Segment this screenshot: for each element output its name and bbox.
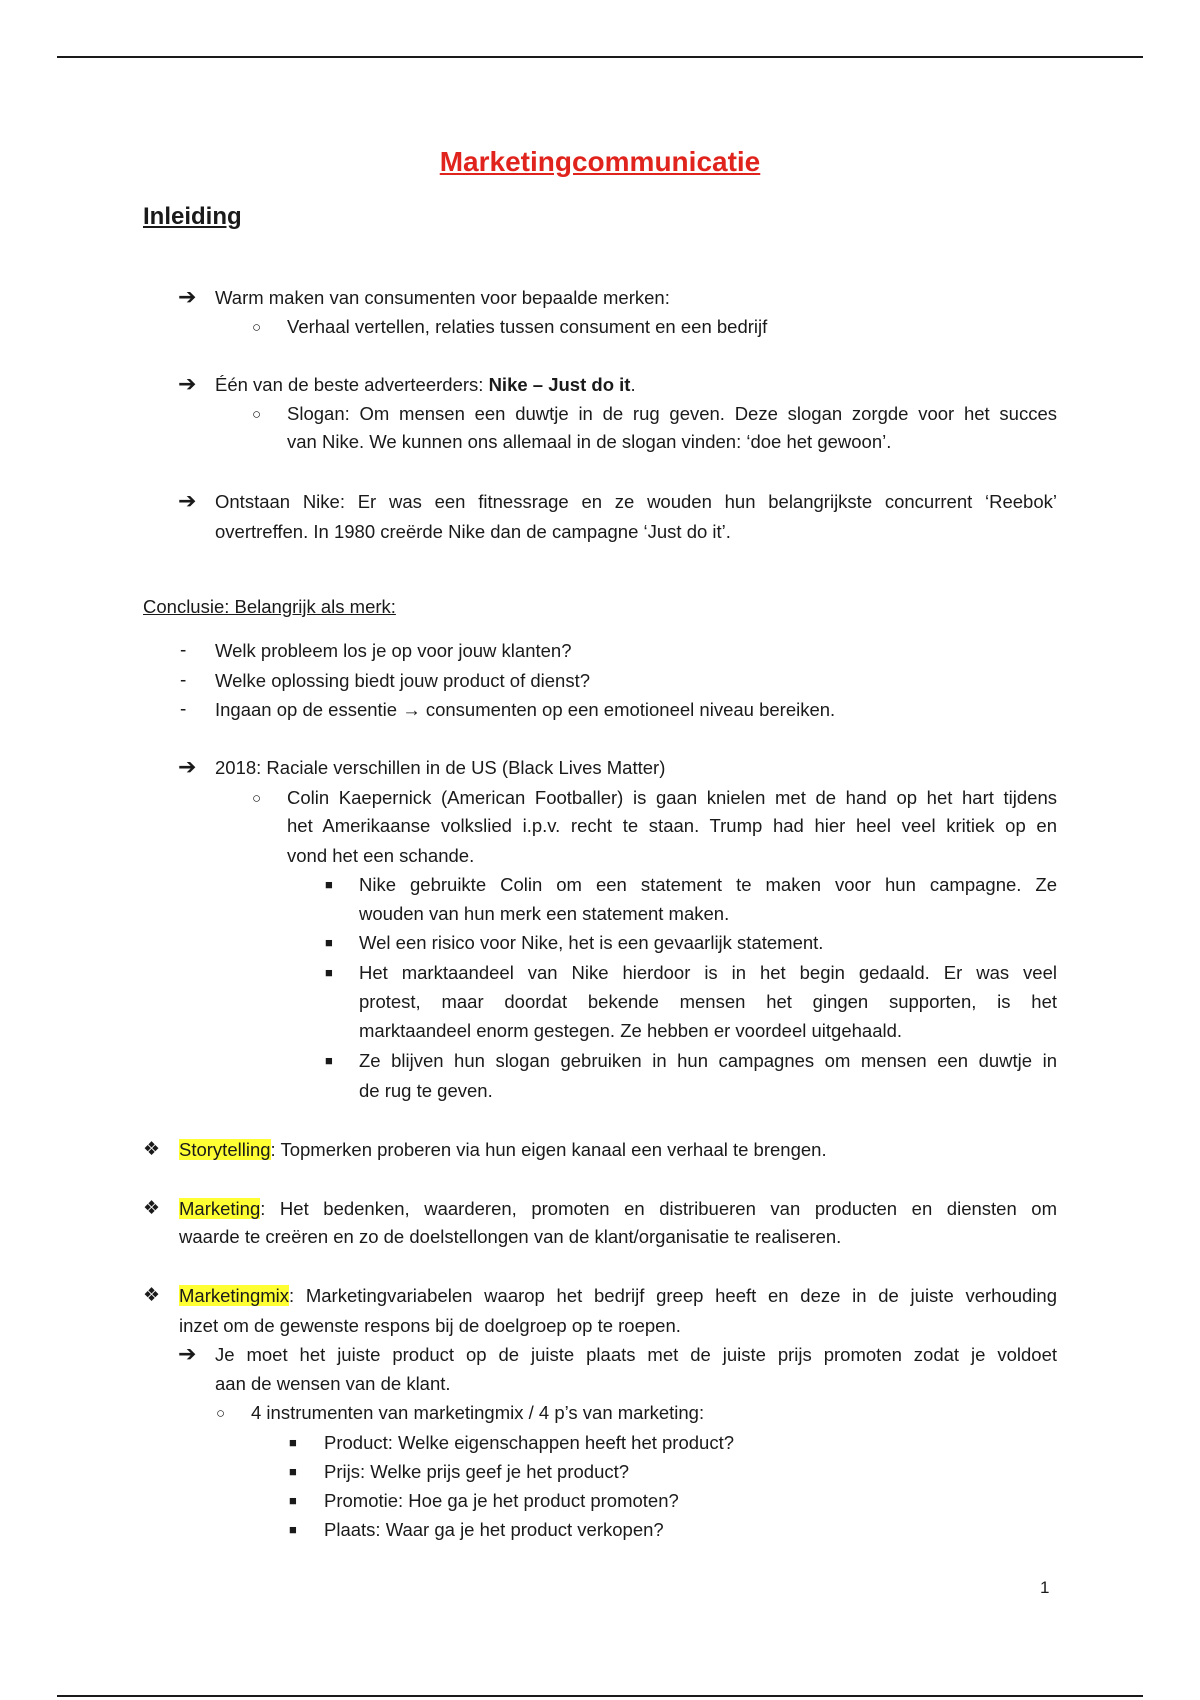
square-bullet-text: Wel een risico voor Nike, het is een gevaarlijk statement. [359, 932, 824, 953]
p-item: Product: Welke eigenschappen heeft het product? [324, 1432, 735, 1453]
dash-bullet-icon: - [180, 699, 187, 720]
definition-text: waarde te creëren en zo de doelstellongen van de klant/organisatie te realiseren. [179, 1226, 842, 1247]
diamond-bullet-icon: ❖ [143, 1198, 161, 1219]
sub-bullet-text: vond het een schande. [287, 845, 475, 866]
bullet-text-bold: Nike – Just do it [488, 374, 631, 395]
square-bullet-text: Ze blijven hun slogan gebruiken in hun campagnes om mensen een duwtje in [359, 1050, 1057, 1071]
definition-marketing [179, 1195, 1057, 1223]
arrow-bullet-icon: ➔ [178, 754, 197, 779]
square-bullet-icon: ■ [289, 1493, 297, 1508]
bullet-text: overtreffen. In 1980 creërde Nike dan de campagne ‘Just do it’. [215, 521, 731, 542]
circle-bullet-icon: ○ [252, 406, 262, 423]
circle-bullet-icon: ○ [252, 319, 262, 336]
sub-bullet-text: Verhaal vertellen, relaties tussen consument en een bedrijf [287, 316, 768, 337]
square-bullet-text: Nike gebruikte Colin om een statement te maken voor hun campagne. Ze [359, 874, 1057, 895]
page-number: 1 [1040, 1578, 1050, 1597]
definition-storytelling [179, 1136, 827, 1164]
definition-text: : Marketingvariabelen waarop het bedrijf greep heeft en deze in de juiste verhouding [289, 1285, 1057, 1306]
highlighted-term: Marketingmix [179, 1285, 289, 1306]
dash-bullet-icon: - [180, 670, 187, 691]
highlighted-term: Marketing [179, 1198, 261, 1219]
bullet-text: Je moet het juiste product op de juiste plaats met de juiste prijs promoten zodat je voldoet [215, 1344, 1057, 1365]
section-heading: Inleiding [143, 203, 242, 230]
list-item: Welk probleem los je op voor jouw klanten? [215, 640, 572, 661]
sub-bullet-text: Colin Kaepernick (American Footballer) is gaan knielen met de hand op het hart tijdens [287, 787, 1057, 808]
square-bullet-text: marktaandeel enorm gestegen. Ze hebben er voordeel uitgehaald. [359, 1020, 903, 1041]
square-bullet-text: de rug te geven. [359, 1080, 493, 1101]
bullet-text-pre: Één van de beste adverteerders: [215, 374, 489, 395]
p-item: Prijs: Welke prijs geef je het product? [324, 1461, 630, 1482]
square-bullet-text: Het marktaandeel van Nike hierdoor is in het begin gedaald. Er was veel [359, 962, 1057, 983]
sub-bullet-text: het Amerikaanse volkslied i.p.v. recht te staan. Trump had hier heel veel kritiek op en [287, 815, 1057, 836]
conclusion-label: Conclusie: Belangrijk als merk: [143, 596, 396, 617]
square-bullet-icon: ■ [325, 1053, 333, 1068]
bullet-text [215, 371, 636, 399]
list-item: Ingaan op de essentie → consumenten op een emotioneel niveau bereiken. [215, 699, 836, 720]
bullet-text: 2018: Raciale verschillen in de US (Black Lives Matter) [215, 757, 666, 778]
square-bullet-icon: ■ [325, 877, 333, 892]
square-bullet-text: protest, maar doordat bekende mensen het gingen supporten, is het [359, 991, 1057, 1012]
document-title: Marketingcommunicatie [439, 146, 761, 177]
highlighted-term: Storytelling [179, 1139, 271, 1160]
definition-text: inzet om de gewenste respons bij de doelgroep op te roepen. [179, 1315, 681, 1336]
p-item: Plaats: Waar ga je het product verkopen? [324, 1519, 664, 1540]
diamond-bullet-icon: ❖ [143, 1285, 161, 1306]
arrow-bullet-icon: ➔ [178, 488, 197, 513]
arrow-bullet-icon: ➔ [178, 371, 197, 396]
bullet-text-post: . [630, 374, 636, 395]
definition-text: : Topmerken proberen via hun eigen kanaal een verhaal te brengen. [270, 1139, 827, 1160]
bullet-text: Warm maken van consumenten voor bepaalde merken: [215, 287, 670, 308]
square-bullet-icon: ■ [325, 935, 333, 950]
circle-bullet-icon: ○ [252, 790, 262, 807]
bottom-rule [57, 1695, 1143, 1697]
square-bullet-icon: ■ [289, 1435, 297, 1450]
list-item: Welke oplossing biedt jouw product of dienst? [215, 670, 591, 691]
sub-bullet-text: 4 instrumenten van marketingmix / 4 p’s van marketing: [251, 1402, 705, 1423]
bullet-text: Ontstaan Nike: Er was een fitnessrage en ze wouden hun belangrijkste concurrent ‘Reebok’ [215, 491, 1057, 512]
sub-bullet-text: van Nike. We kunnen ons allemaal in de slogan vinden: ‘doe het gewoon’. [287, 431, 892, 452]
dash-bullet-icon: - [180, 640, 187, 661]
circle-bullet-icon: ○ [216, 1405, 226, 1422]
square-bullet-icon: ■ [289, 1522, 297, 1537]
arrow-bullet-icon: ➔ [178, 1341, 197, 1366]
arrow-bullet-icon: ➔ [178, 284, 197, 309]
definition-marketingmix [179, 1282, 1057, 1310]
square-bullet-icon: ■ [289, 1464, 297, 1479]
p-item: Promotie: Hoe ga je het product promoten? [324, 1490, 679, 1511]
sub-bullet-text: Slogan: Om mensen een duwtje in de rug geven. Deze slogan zorgde voor het succes [287, 403, 1057, 424]
diamond-bullet-icon: ❖ [143, 1139, 161, 1160]
square-bullet-icon: ■ [325, 965, 333, 980]
square-bullet-text: wouden van hun merk een statement maken. [359, 903, 730, 924]
definition-text: : Het bedenken, waarderen, promoten en distribueren van producten en diensten om [260, 1198, 1057, 1219]
bullet-text: aan de wensen van de klant. [215, 1373, 451, 1394]
